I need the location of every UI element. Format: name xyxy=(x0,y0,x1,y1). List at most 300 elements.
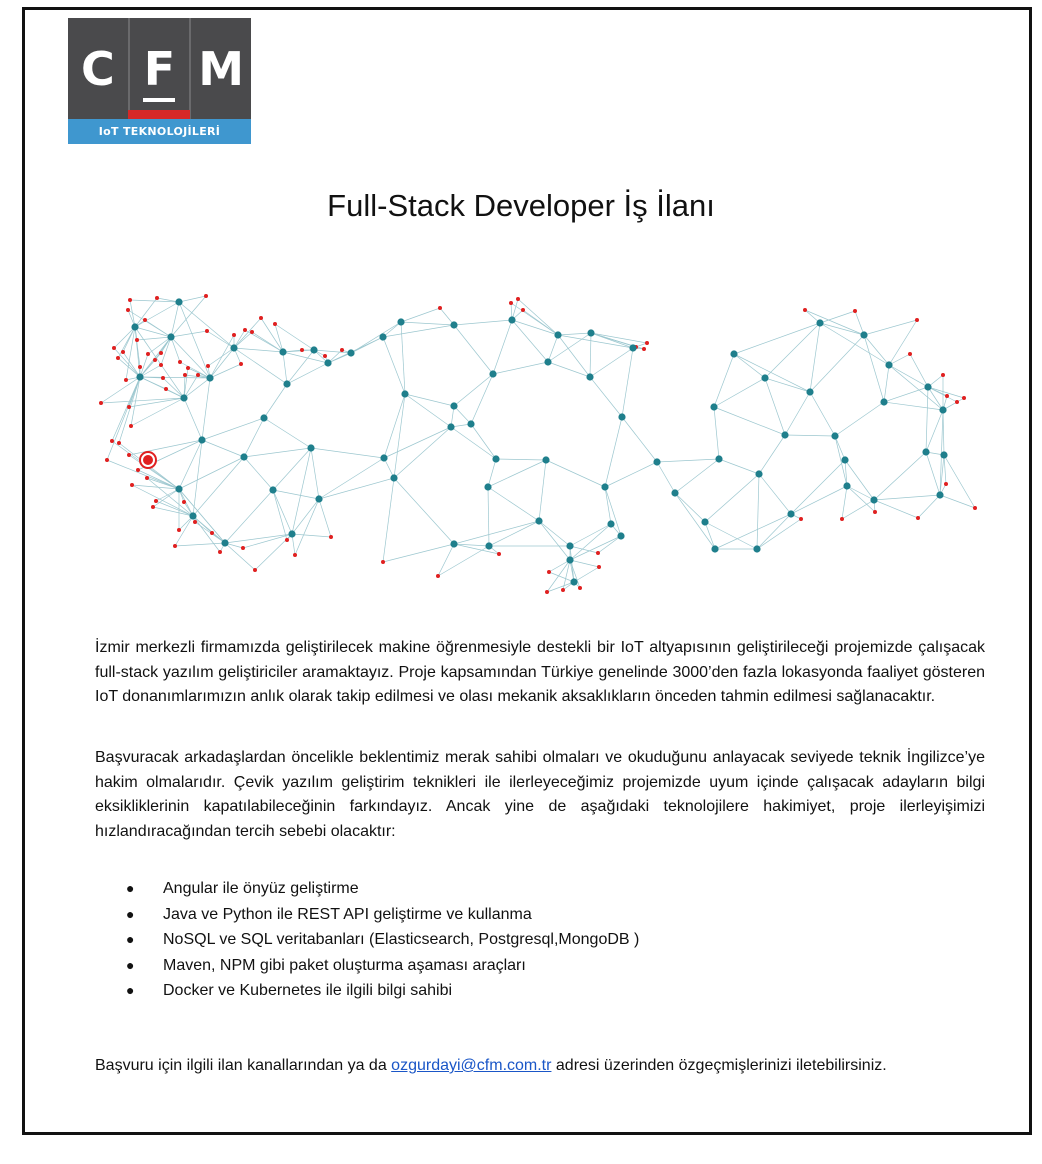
network-node xyxy=(542,456,549,463)
intro-paragraph: İzmir merkezli firmamızda geliştirilecek makine öğrenmesiyle destekli bir IoT altyapısının geliştirileceği projemizde çalışacak full-stack yazılım geliştiriciler aramaktayız. Proje kapsamından Türkiye genelinde 3000’den fazla lokasyonda faaliyet gösteren IoT donanımlarımızın anlık olarak takip edilmesi ve olası mekanik aksaklıkların önceden tahmin edilmesi sağlanacaktır. xyxy=(95,639,985,705)
network-node-red xyxy=(329,535,333,539)
network-node-red xyxy=(145,476,149,480)
skill-text: Maven, NPM gibi paket oluşturma aşaması araçları xyxy=(163,956,526,974)
network-link xyxy=(244,448,311,457)
network-node-red xyxy=(105,458,109,462)
network-link xyxy=(264,384,287,418)
network-link xyxy=(287,363,328,384)
network-link xyxy=(488,487,489,546)
turkey-network-map-illustration xyxy=(95,290,985,595)
network-node-red xyxy=(250,330,254,334)
network-link xyxy=(273,490,287,540)
network-node xyxy=(936,491,943,498)
network-node xyxy=(629,344,636,351)
network-link xyxy=(225,490,273,543)
network-node-red xyxy=(182,500,186,504)
network-node-red xyxy=(151,505,155,509)
network-link xyxy=(705,474,759,522)
network-node xyxy=(240,453,247,460)
network-link xyxy=(193,457,244,516)
network-link xyxy=(493,362,548,374)
network-node-red xyxy=(112,346,116,350)
network-link xyxy=(383,544,454,562)
network-node-red xyxy=(597,565,601,569)
network-link xyxy=(675,493,705,522)
network-node-red xyxy=(497,552,501,556)
network-link xyxy=(757,514,791,549)
network-node xyxy=(939,406,946,413)
network-link xyxy=(135,327,171,337)
network-node-red xyxy=(210,531,214,535)
network-link xyxy=(842,500,874,519)
network-link xyxy=(548,362,590,377)
network-link xyxy=(454,374,493,406)
network-link xyxy=(383,478,394,562)
network-link xyxy=(401,308,440,322)
network-link xyxy=(791,460,845,514)
network-node xyxy=(221,539,228,546)
network-link xyxy=(864,335,884,402)
network-node xyxy=(390,474,397,481)
network-node xyxy=(450,540,457,547)
network-node xyxy=(544,358,551,365)
network-node-red xyxy=(545,590,549,594)
network-link xyxy=(759,474,791,514)
network-node xyxy=(175,298,182,305)
network-link xyxy=(451,427,496,459)
email-link[interactable]: ozgurdayi@cfm.com.tr xyxy=(391,1057,552,1074)
network-node-red xyxy=(243,328,247,332)
network-node-red xyxy=(186,366,190,370)
network-node xyxy=(781,431,788,438)
network-link xyxy=(570,560,599,567)
network-node-red xyxy=(253,568,257,572)
network-link xyxy=(171,337,210,378)
network-link xyxy=(675,493,715,549)
network-link xyxy=(135,327,184,398)
network-link xyxy=(394,394,405,478)
skill-text: Angular ile önyüz geliştirme xyxy=(163,880,359,897)
network-node xyxy=(880,398,887,405)
network-node xyxy=(310,346,317,353)
network-node-red xyxy=(516,297,520,301)
network-node-red xyxy=(915,318,919,322)
network-node-red xyxy=(135,338,139,342)
network-link xyxy=(622,417,657,462)
network-node-red xyxy=(547,570,551,574)
network-link xyxy=(292,534,331,537)
network-node-red xyxy=(941,373,945,377)
network-link xyxy=(605,462,657,487)
network-node xyxy=(324,359,331,366)
network-link xyxy=(940,495,975,508)
network-node xyxy=(870,496,877,503)
network-node xyxy=(508,316,515,323)
network-node-red xyxy=(596,551,600,555)
network-node xyxy=(288,530,295,537)
network-node xyxy=(653,458,660,465)
list-item xyxy=(126,927,639,953)
network-node xyxy=(489,370,496,377)
network-link xyxy=(384,427,451,458)
network-node-red xyxy=(127,453,131,457)
network-node-red xyxy=(193,520,197,524)
network-link xyxy=(145,320,171,337)
network-link xyxy=(135,302,179,327)
network-node-red xyxy=(259,316,263,320)
network-link xyxy=(558,335,590,377)
network-node xyxy=(618,413,625,420)
network-link xyxy=(523,310,558,335)
network-node-red xyxy=(159,351,163,355)
network-link xyxy=(785,392,810,435)
network-link xyxy=(590,348,633,377)
network-link xyxy=(202,378,210,440)
network-node-red xyxy=(218,550,222,554)
network-link xyxy=(328,337,383,363)
network-link xyxy=(705,522,757,549)
network-link xyxy=(574,567,599,582)
network-link xyxy=(273,448,311,490)
network-node xyxy=(940,451,947,458)
network-node-red xyxy=(962,396,966,400)
network-link xyxy=(765,378,785,435)
network-node-red xyxy=(128,298,132,302)
bullet-icon: ● xyxy=(126,956,135,973)
list-item xyxy=(126,876,639,902)
network-node xyxy=(586,373,593,380)
network-link xyxy=(757,519,801,549)
network-node xyxy=(180,394,187,401)
network-link xyxy=(847,486,874,500)
network-link xyxy=(512,320,558,335)
network-link xyxy=(570,524,611,546)
network-node-red xyxy=(340,348,344,352)
network-node-red xyxy=(873,510,877,514)
network-link xyxy=(805,310,864,335)
network-node-red xyxy=(944,482,948,486)
network-node xyxy=(401,390,408,397)
network-node xyxy=(806,388,813,395)
network-link xyxy=(734,354,810,392)
network-node xyxy=(467,420,474,427)
network-node xyxy=(860,331,867,338)
network-node-red xyxy=(159,363,163,367)
network-link xyxy=(405,394,451,427)
bullet-icon: ● xyxy=(126,931,135,947)
network-link xyxy=(605,417,622,487)
network-link xyxy=(874,452,926,500)
network-link xyxy=(714,378,765,407)
network-node-red xyxy=(642,347,646,351)
network-link xyxy=(275,324,314,350)
network-link xyxy=(283,352,287,384)
network-node-red xyxy=(645,341,649,345)
network-link xyxy=(785,435,835,436)
skills-list xyxy=(126,876,639,1004)
network-node-red xyxy=(955,400,959,404)
network-node xyxy=(843,482,850,489)
network-node-red xyxy=(121,350,125,354)
network-link xyxy=(207,331,234,348)
network-link xyxy=(119,377,140,443)
network-node xyxy=(279,348,286,355)
network-node-red xyxy=(521,308,525,312)
network-link xyxy=(394,478,454,544)
logo-tagline: IoT TEKNOLOJİLERİ xyxy=(68,119,251,144)
network-node xyxy=(816,319,823,326)
network-link xyxy=(820,323,889,365)
network-node-red xyxy=(154,499,158,503)
application-paragraph xyxy=(95,1054,985,1079)
network-link xyxy=(622,348,633,417)
network-link xyxy=(943,410,944,455)
network-link xyxy=(488,460,546,487)
network-node-red xyxy=(561,588,565,592)
network-link xyxy=(884,387,928,402)
network-node xyxy=(136,373,143,380)
network-link xyxy=(234,348,283,352)
network-node-red xyxy=(136,468,140,472)
logo-red-stripe xyxy=(128,110,190,119)
network-node-red xyxy=(578,586,582,590)
network-link xyxy=(179,489,225,543)
network-link xyxy=(558,335,633,348)
network-link xyxy=(765,378,810,392)
network-link xyxy=(918,495,940,518)
network-link xyxy=(319,458,384,499)
network-node xyxy=(710,403,717,410)
skill-text: NoSQL ve SQL veritabanları (Elasticsearch, Postgresql,MongoDB ) xyxy=(163,931,640,948)
network-link xyxy=(820,323,864,335)
network-link xyxy=(311,448,319,499)
network-node xyxy=(885,361,892,368)
network-link xyxy=(287,350,314,384)
network-node xyxy=(787,510,794,517)
network-link xyxy=(208,348,234,366)
network-node xyxy=(189,512,196,519)
network-node-red xyxy=(124,378,128,382)
network-node xyxy=(566,556,573,563)
network-link xyxy=(810,323,820,392)
network-link xyxy=(558,333,591,335)
network-link xyxy=(394,427,451,478)
network-link xyxy=(874,500,918,518)
network-link xyxy=(489,521,539,546)
network-link xyxy=(171,331,207,337)
network-node-red xyxy=(803,308,807,312)
network-node-red xyxy=(206,364,210,368)
bullet-icon: ● xyxy=(126,982,135,998)
network-node-red xyxy=(143,318,147,322)
network-link xyxy=(184,375,198,398)
network-link xyxy=(454,320,512,325)
network-node xyxy=(671,489,678,496)
network-link xyxy=(179,302,234,348)
network-node xyxy=(380,454,387,461)
network-link xyxy=(171,337,180,362)
network-link xyxy=(734,323,820,354)
skill-text: Docker ve Kubernetes ile ilgili bilgi sahibi xyxy=(163,982,453,999)
network-link xyxy=(202,440,244,457)
application-text-after: adresi üzerinden özgeçmişlerinizi iletebilirsiniz. xyxy=(551,1057,887,1074)
network-link xyxy=(107,377,140,460)
network-node xyxy=(206,374,213,381)
network-node xyxy=(492,455,499,462)
network-link xyxy=(657,459,719,462)
network-link xyxy=(549,572,574,582)
network-node-red xyxy=(130,483,134,487)
network-link xyxy=(539,521,570,560)
network-link xyxy=(292,448,311,534)
network-node xyxy=(554,331,561,338)
network-node-red xyxy=(300,348,304,352)
network-node-red xyxy=(381,560,385,564)
network-link xyxy=(244,457,273,490)
network-link xyxy=(884,365,889,402)
network-node xyxy=(450,321,457,328)
izmir-marker xyxy=(143,455,153,465)
network-link xyxy=(130,300,135,327)
network-node-red xyxy=(973,506,977,510)
network-node-red xyxy=(138,365,142,369)
network-link xyxy=(548,335,558,362)
network-link xyxy=(454,325,493,374)
network-link xyxy=(714,407,719,459)
network-link xyxy=(471,374,493,424)
network-node-red xyxy=(916,516,920,520)
network-node xyxy=(566,542,573,549)
network-node xyxy=(761,374,768,381)
network-link xyxy=(864,335,889,365)
network-link xyxy=(926,452,940,495)
network-link xyxy=(734,354,765,378)
network-node xyxy=(260,414,267,421)
network-link xyxy=(179,440,202,489)
network-node xyxy=(755,470,762,477)
network-node-red xyxy=(153,358,157,362)
network-link xyxy=(454,521,539,544)
network-node xyxy=(535,517,542,524)
network-link xyxy=(384,394,405,458)
network-link xyxy=(719,459,759,474)
network-link xyxy=(546,460,605,487)
list-item xyxy=(126,953,639,979)
network-node xyxy=(701,518,708,525)
logo-f-underline xyxy=(143,98,175,102)
network-link xyxy=(570,546,598,553)
network-node-red xyxy=(799,517,803,521)
network-node-red xyxy=(178,360,182,364)
network-link xyxy=(820,311,855,323)
network-node-red xyxy=(241,546,245,550)
network-link xyxy=(184,378,210,398)
network-link xyxy=(539,521,570,546)
network-link xyxy=(605,487,611,524)
network-node-red xyxy=(161,376,165,380)
network-node xyxy=(283,380,290,387)
network-link xyxy=(598,536,621,553)
network-node-red xyxy=(840,517,844,521)
network-link xyxy=(135,298,157,327)
network-link xyxy=(454,406,471,424)
network-node-red xyxy=(509,301,513,305)
network-link xyxy=(156,489,179,501)
network-link xyxy=(140,365,161,377)
network-node xyxy=(167,333,174,340)
network-node-red xyxy=(183,373,187,377)
network-link xyxy=(401,322,454,325)
network-node-red xyxy=(945,394,949,398)
network-link xyxy=(156,501,193,516)
network-node-red xyxy=(127,405,131,409)
network-link xyxy=(889,365,943,410)
network-node-red xyxy=(438,306,442,310)
cfm-logo xyxy=(68,18,251,144)
network-link xyxy=(210,348,234,378)
network-node xyxy=(269,486,276,493)
network-node xyxy=(617,532,624,539)
network-link xyxy=(179,302,210,378)
logo-letters-block xyxy=(68,18,251,119)
network-link xyxy=(757,474,759,549)
network-link xyxy=(605,487,621,536)
network-node xyxy=(175,485,182,492)
network-link xyxy=(234,318,261,348)
network-node xyxy=(601,483,608,490)
network-node-red xyxy=(285,538,289,542)
network-link xyxy=(295,499,319,555)
network-node xyxy=(922,448,929,455)
network-node xyxy=(397,318,404,325)
network-node xyxy=(730,350,737,357)
network-link xyxy=(926,410,943,452)
logo-letter-c: C xyxy=(80,41,115,96)
bullet-icon: ● xyxy=(126,905,135,922)
network-node-red xyxy=(99,401,103,405)
network-node-red xyxy=(293,553,297,557)
network-link xyxy=(140,353,161,377)
network-node xyxy=(753,545,760,552)
network-link xyxy=(518,299,558,335)
network-link xyxy=(759,435,785,474)
network-node xyxy=(484,483,491,490)
network-link xyxy=(234,348,287,384)
network-link xyxy=(675,459,719,493)
network-link xyxy=(471,424,496,459)
network-node-red xyxy=(155,296,159,300)
network-link xyxy=(944,455,975,508)
network-link xyxy=(714,354,734,407)
list-item xyxy=(126,902,639,928)
network-link xyxy=(225,534,292,543)
skill-text: Java ve Python ile REST API geliştirme ve kullanma xyxy=(163,905,532,923)
network-node xyxy=(485,542,492,549)
network-link xyxy=(273,490,319,499)
network-link xyxy=(835,402,884,436)
network-link xyxy=(140,337,171,377)
list-item xyxy=(126,978,639,1004)
network-node-red xyxy=(196,373,200,377)
network-link xyxy=(405,394,454,406)
network-link xyxy=(810,335,864,392)
network-node-red xyxy=(232,333,236,337)
network-node xyxy=(831,432,838,439)
network-node xyxy=(711,545,718,552)
network-link xyxy=(319,478,394,499)
network-link xyxy=(261,318,283,352)
logo-letter-f: F xyxy=(128,18,190,119)
